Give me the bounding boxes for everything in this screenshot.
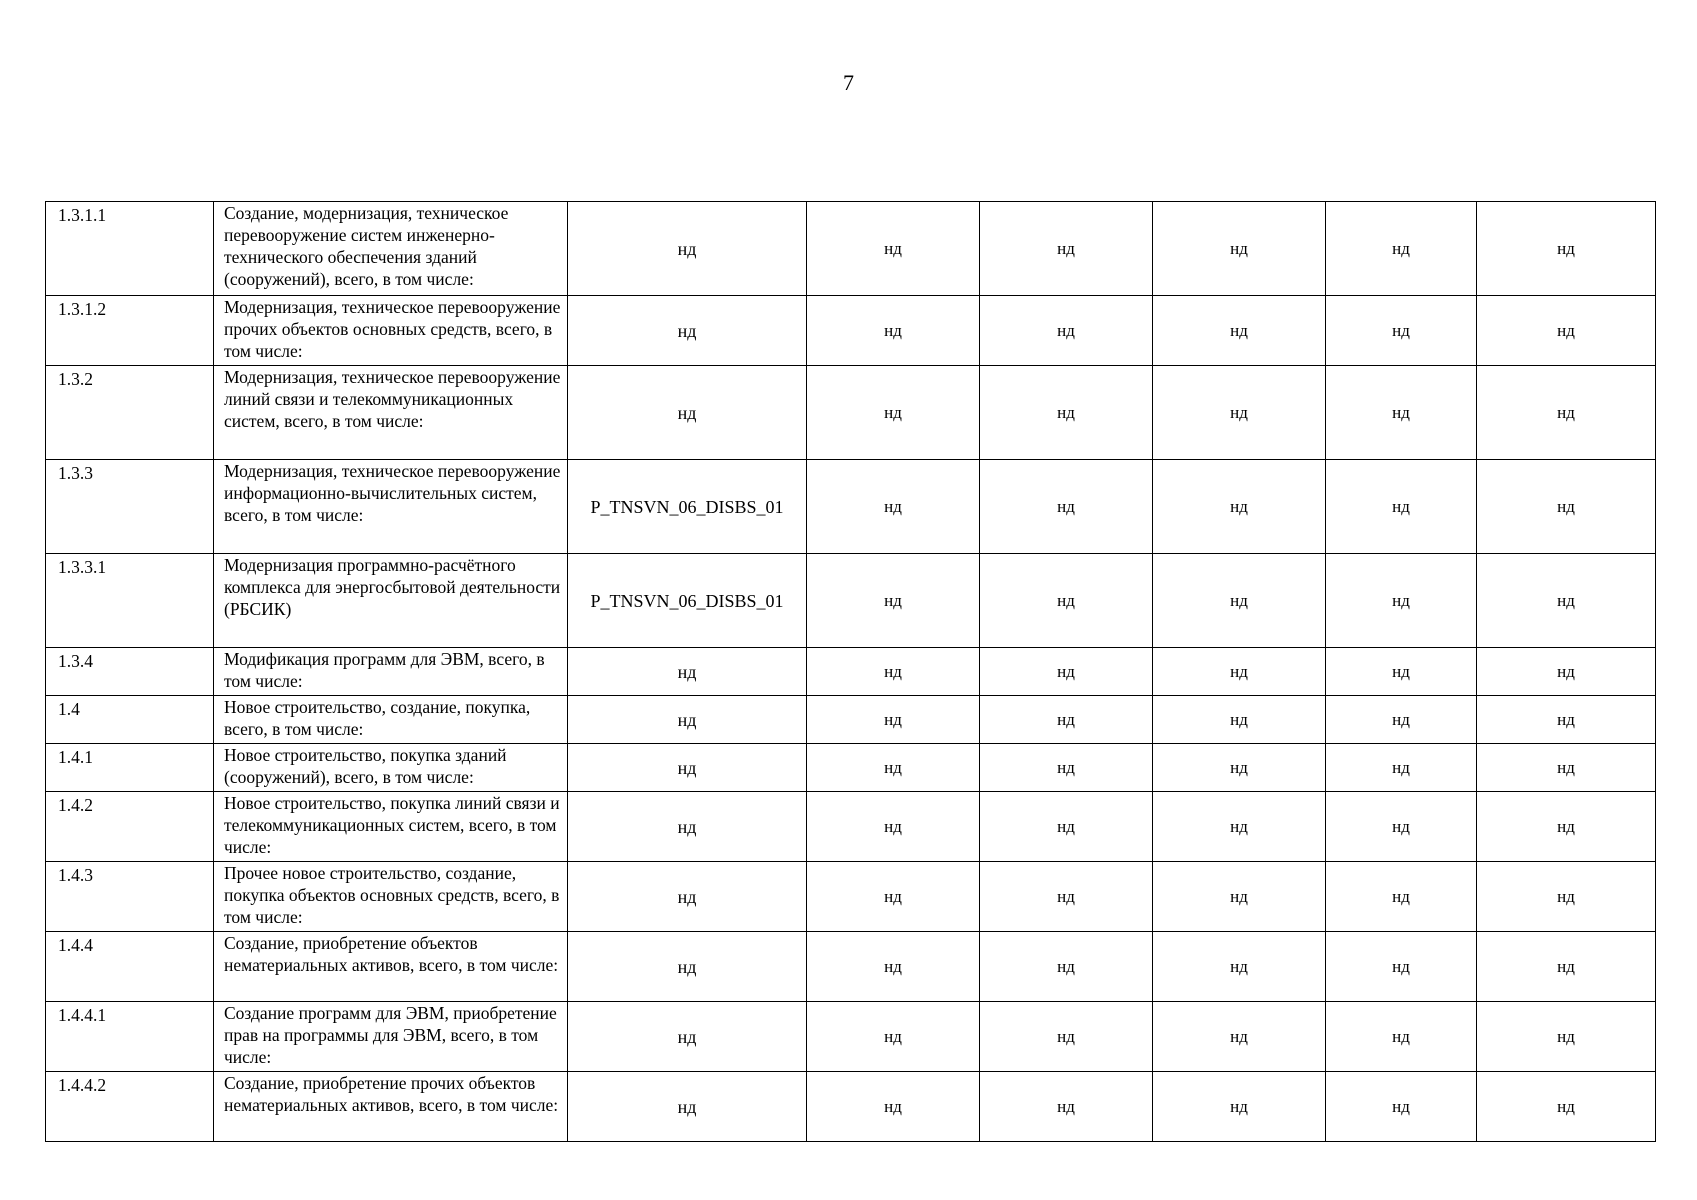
row-value-cell: нд [807,744,980,792]
row-value-cell: нд [1153,296,1326,366]
row-value-cell: нд [807,696,980,744]
investment-program-table [45,201,1656,1142]
row-value-cell: нд [568,648,807,696]
table-row [46,648,1656,696]
row-value-cell: нд [1153,744,1326,792]
row-name-cell: Модернизация программно-расчётного комплекса для энергосбытовой деятельности (РБСИК) [214,554,568,648]
table-row [46,554,1656,648]
row-value-cell: нд [1326,366,1477,460]
row-value-cell: нд [1153,932,1326,1002]
row-code-cell: 1.4.4.2 [46,1072,214,1142]
row-value-cell: нд [807,296,980,366]
row-code-cell: 1.3.3.1 [46,554,214,648]
row-value-cell: нд [1153,648,1326,696]
row-value-cell: нд [1477,696,1656,744]
row-value-cell: нд [1477,460,1656,554]
row-name-cell: Новое строительство, покупка зданий (сооружений), всего, в том числе: [214,744,568,792]
row-code-cell: 1.3.1.2 [46,296,214,366]
row-value-cell: нд [1153,366,1326,460]
row-value-cell: нд [980,202,1153,296]
row-value-cell: нд [1326,296,1477,366]
row-code-cell: 1.3.4 [46,648,214,696]
row-value-cell: нд [980,1072,1153,1142]
table-row [46,792,1656,862]
table-row [46,366,1656,460]
row-value-cell: нд [1477,744,1656,792]
row-name-cell: Создание, приобретение объектов нематериальных активов, всего, в том числе: [214,932,568,1002]
row-value-cell: нд [807,202,980,296]
row-value-cell: нд [980,744,1153,792]
row-value-cell: нд [1477,648,1656,696]
row-value-cell: нд [980,296,1153,366]
row-value-cell: нд [980,366,1153,460]
row-value-cell: нд [1153,202,1326,296]
row-value-cell: нд [980,696,1153,744]
row-value-cell: нд [1477,1072,1656,1142]
row-value-cell: нд [980,1002,1153,1072]
row-value-cell: нд [807,460,980,554]
row-code-cell: 1.3.1.1 [46,202,214,296]
row-code-cell: 1.4.2 [46,792,214,862]
table-row [46,862,1656,932]
row-value-cell: нд [807,792,980,862]
row-value-cell: нд [568,862,807,932]
row-value-cell: нд [807,366,980,460]
row-code-cell: 1.4.4.1 [46,1002,214,1072]
table-row [46,1072,1656,1142]
row-value-cell: нд [1326,862,1477,932]
row-value-cell: нд [1477,792,1656,862]
row-value-cell: нд [1326,1072,1477,1142]
row-code-cell: 1.4.3 [46,862,214,932]
row-name-cell: Модификация программ для ЭВМ, всего, в том числе: [214,648,568,696]
row-value-cell: нд [1477,296,1656,366]
row-value-cell: нд [1326,696,1477,744]
row-value-cell: нд [568,296,807,366]
row-value-cell: P_TNSVN_06_DISBS_01 [568,554,807,648]
row-value-cell: нд [807,862,980,932]
row-name-cell: Создание, приобретение прочих объектов нематериальных активов, всего, в том числе: [214,1072,568,1142]
row-value-cell: нд [1153,460,1326,554]
row-value-cell: нд [568,744,807,792]
row-value-cell: нд [1153,554,1326,648]
row-value-cell: нд [1326,460,1477,554]
row-code-cell: 1.3.2 [46,366,214,460]
row-name-cell: Модернизация, техническое перевооружение прочих объектов основных средств, всего, в том числе: [214,296,568,366]
row-value-cell: нд [1477,1002,1656,1072]
row-value-cell: нд [1326,744,1477,792]
row-name-cell: Прочее новое строительство, создание, покупка объектов основных средств, всего, в том числе: [214,862,568,932]
table-row [46,932,1656,1002]
table-row [46,296,1656,366]
row-value-cell: нд [568,932,807,1002]
row-code-cell: 1.4.1 [46,744,214,792]
row-value-cell: нд [568,1072,807,1142]
row-code-cell: 1.3.3 [46,460,214,554]
row-name-cell: Новое строительство, создание, покупка, всего, в том числе: [214,696,568,744]
row-value-cell: нд [1326,792,1477,862]
row-value-cell: нд [568,792,807,862]
row-value-cell: P_TNSVN_06_DISBS_01 [568,460,807,554]
row-value-cell: нд [568,202,807,296]
row-value-cell: нд [1326,554,1477,648]
row-name-cell: Новое строительство, покупка линий связи и телекоммуникационных систем, всего, в том числе: [214,792,568,862]
row-name-cell: Модернизация, техническое перевооружение информационно-вычислительных систем, всего, в том числе: [214,460,568,554]
table-row [46,460,1656,554]
row-value-cell: нд [980,862,1153,932]
row-value-cell: нд [568,1002,807,1072]
row-value-cell: нд [807,932,980,1002]
row-value-cell: нд [1477,366,1656,460]
page-number: 7 [843,70,854,95]
row-value-cell: нд [1326,648,1477,696]
row-value-cell: нд [807,1072,980,1142]
table-row [46,744,1656,792]
row-value-cell: нд [1153,1072,1326,1142]
row-value-cell: нд [568,366,807,460]
row-value-cell: нд [1477,932,1656,1002]
table-row [46,1002,1656,1072]
row-value-cell: нд [1477,862,1656,932]
row-value-cell: нд [980,554,1153,648]
row-value-cell: нд [807,648,980,696]
row-value-cell: нд [980,932,1153,1002]
row-value-cell: нд [980,460,1153,554]
row-value-cell: нд [1477,202,1656,296]
row-value-cell: нд [1326,202,1477,296]
row-value-cell: нд [1153,696,1326,744]
row-name-cell: Модернизация, техническое перевооружение линий связи и телекоммуникационных систем, всего, в том числе: [214,366,568,460]
row-name-cell: Создание программ для ЭВМ, приобретение прав на программы для ЭВМ, всего, в том числе: [214,1002,568,1072]
row-value-cell: нд [1153,792,1326,862]
row-value-cell: нд [807,554,980,648]
row-code-cell: 1.4.4 [46,932,214,1002]
row-value-cell: нд [980,648,1153,696]
row-value-cell: нд [980,792,1153,862]
row-value-cell: нд [807,1002,980,1072]
table-row [46,202,1656,296]
row-value-cell: нд [1153,1002,1326,1072]
row-name-cell: Создание, модернизация, техническое перевооружение систем инженерно-технического обеспечения зданий (сооружений), всего, в том числе: [214,202,568,296]
row-value-cell: нд [568,696,807,744]
row-code-cell: 1.4 [46,696,214,744]
table-body [46,202,1656,1142]
row-value-cell: нд [1326,932,1477,1002]
row-value-cell: нд [1477,554,1656,648]
row-value-cell: нд [1326,1002,1477,1072]
table-row [46,696,1656,744]
row-value-cell: нд [1153,862,1326,932]
